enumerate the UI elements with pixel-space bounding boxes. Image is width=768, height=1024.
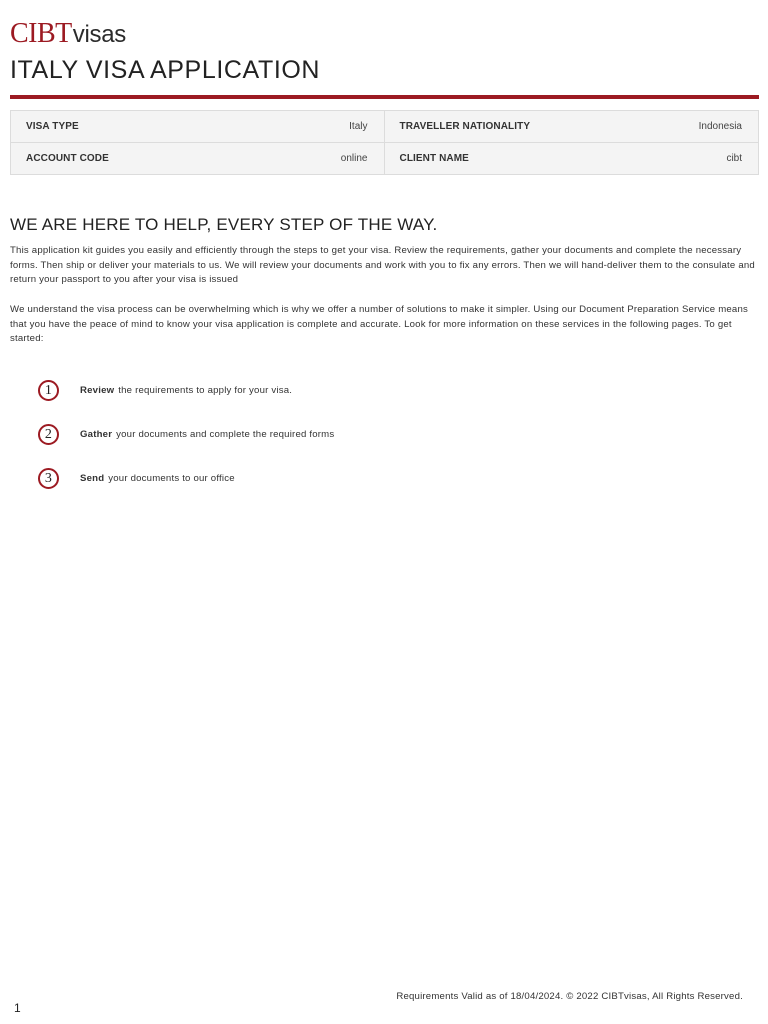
info-cell-client-name — [385, 143, 759, 175]
step-keyword: Gather — [80, 429, 113, 440]
info-cell-account-code — [11, 143, 385, 175]
step-keyword: Send — [80, 473, 105, 484]
intro-paragraph: This application kit guides you easily and efficiently through the steps to get your visa. Review the requirements, gather your documents and complete the necessary forms. Then ship or deliver your materials to us. We will review your documents and work with you to fix any errors. Then we will hand-deliver them to the consulate and return your passport to you after your visa is issued — [10, 245, 755, 286]
info-value: cibt — [726, 152, 742, 164]
step-text: the requirements to apply for your visa. — [118, 385, 293, 396]
footer-copyright: Requirements Valid as of 18/04/2024. © 2022 CIBTvisas, All Rights Reserved. — [396, 991, 743, 1002]
step-review — [38, 380, 292, 401]
step-number-badge: 1 — [38, 380, 59, 401]
info-label: CLIENT NAME — [399, 152, 469, 164]
page-number: 1 — [14, 1001, 21, 1015]
title-divider — [10, 95, 759, 99]
application-info-table — [10, 110, 759, 175]
logo-brand: CIBT — [10, 18, 72, 49]
service-paragraph: We understand the visa process can be overwhelming which is why we offer a number of solutions to make it simpler. Using our Document Preparation Service means that you have the peace of mind to know your visa application is complete and accurate. Look for more information on these services in the following pages. To get started: — [10, 304, 748, 345]
cibtvisas-logo — [10, 18, 126, 50]
step-gather — [38, 424, 334, 445]
logo-suffix: visas — [72, 21, 126, 48]
step-send — [38, 468, 235, 489]
step-text: your documents to our office — [108, 473, 235, 484]
step-text: your documents and complete the required forms — [116, 429, 335, 440]
info-label: VISA TYPE — [26, 120, 79, 132]
page-title: ITALY VISA APPLICATION — [10, 56, 321, 84]
info-cell-traveller-nationality — [385, 111, 759, 143]
help-heading: WE ARE HERE TO HELP, EVERY STEP OF THE WAY. — [10, 215, 438, 234]
step-keyword: Review — [80, 385, 115, 396]
info-value: Indonesia — [698, 120, 742, 132]
step-number-badge: 2 — [38, 424, 59, 445]
info-label: ACCOUNT CODE — [26, 152, 109, 164]
info-label: TRAVELLER NATIONALITY — [399, 120, 531, 132]
step-number-badge: 3 — [38, 468, 59, 489]
info-cell-visa-type — [11, 111, 385, 143]
info-value: Italy — [349, 120, 368, 132]
info-value: online — [340, 152, 368, 164]
